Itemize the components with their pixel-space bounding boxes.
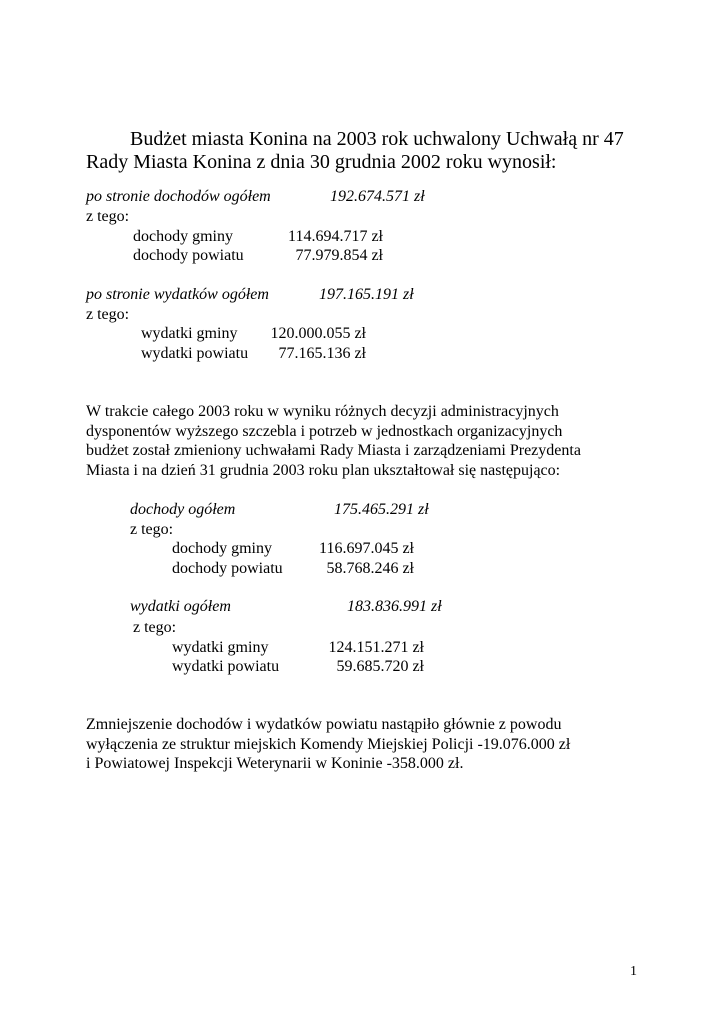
initial-expenses-sub-label: z tego: [86,306,130,323]
initial-income-item-value-gmina: 114.694.717 zł [288,228,383,245]
initial-expenses-total: 197.165.191 zł [319,286,414,303]
initial-income-sub-label: z tego: [86,208,130,225]
final-income-item-label-powiat: dochody powiatu [172,560,283,577]
final-expenses-sub-label: z tego: [133,619,177,636]
initial-income-label: po stronie dochodów ogółem [86,188,271,205]
initial-expenses-item-value-gmina: 120.000.055 zł [270,325,366,342]
final-income-item-label-gmina: dochody gminy [172,540,272,557]
final-expenses-item-label-powiat: wydatki powiatu [172,658,280,675]
final-expenses-total: 183.836.991 zł [347,598,442,615]
page-number: 1 [630,964,637,979]
initial-income-item-label-gmina: dochody gminy [133,228,233,245]
final-income-total: 175.465.291 zł [334,501,429,518]
paragraph2-line-1: Zmniejszenie dochodów i wydatków powiatu nastąpiło głównie z powodu [86,716,562,733]
paragraph2-line-3: i Powiatowej Inspekcji Weterynarii w Koninie -358.000 zł. [86,755,464,772]
final-expenses-item-value-gmina: 124.151.271 zł [328,639,424,656]
initial-expenses-item-label-powiat: wydatki powiatu [141,345,249,362]
initial-income-item-value-powiat: 77.979.854 zł [295,247,383,264]
initial-expenses-item-label-gmina: wydatki gminy [141,325,238,342]
final-income-label: dochody ogółem [130,501,236,518]
final-expenses-item-label-gmina: wydatki gminy [172,639,269,656]
final-income-item-value-powiat: 58.768.246 zł [326,560,414,577]
final-income-sub-label: z tego: [130,521,174,538]
heading-line-1: Budżet miasta Konina na 2003 rok uchwalony Uchwałą nr 47 [130,128,624,150]
paragraph1-line-3: budżet został zmieniony uchwałami Rady Miasta i zarządzeniami Prezydenta [86,442,581,459]
initial-income-item-label-powiat: dochody powiatu [133,247,244,264]
initial-income-total: 192.674.571 zł [330,188,425,205]
paragraph2-line-2: wyłączenia ze struktur miejskich Komendy Miejskiej Policji -19.076.000 zł [86,736,571,753]
paragraph1-line-4: Miasta i na dzień 31 grudnia 2003 roku plan ukształtował się następująco: [86,462,561,479]
initial-expenses-item-value-powiat: 77.165.136 zł [278,345,366,362]
initial-expenses-label: po stronie wydatków ogółem [86,286,269,303]
final-income-item-value-gmina: 116.697.045 zł [319,540,414,557]
paragraph1-line-1: W trakcie całego 2003 roku w wyniku różnych decyzji administracyjnych [86,403,559,420]
paragraph1-line-2: dysponentów wyższego szczebla i potrzeb w jednostkach organizacyjnych [86,423,563,440]
heading-line-2: Rady Miasta Konina z dnia 30 grudnia 2002 roku wynosił: [86,151,557,173]
final-expenses-item-value-powiat: 59.685.720 zł [336,658,424,675]
final-expenses-label: wydatki ogółem [130,598,231,615]
